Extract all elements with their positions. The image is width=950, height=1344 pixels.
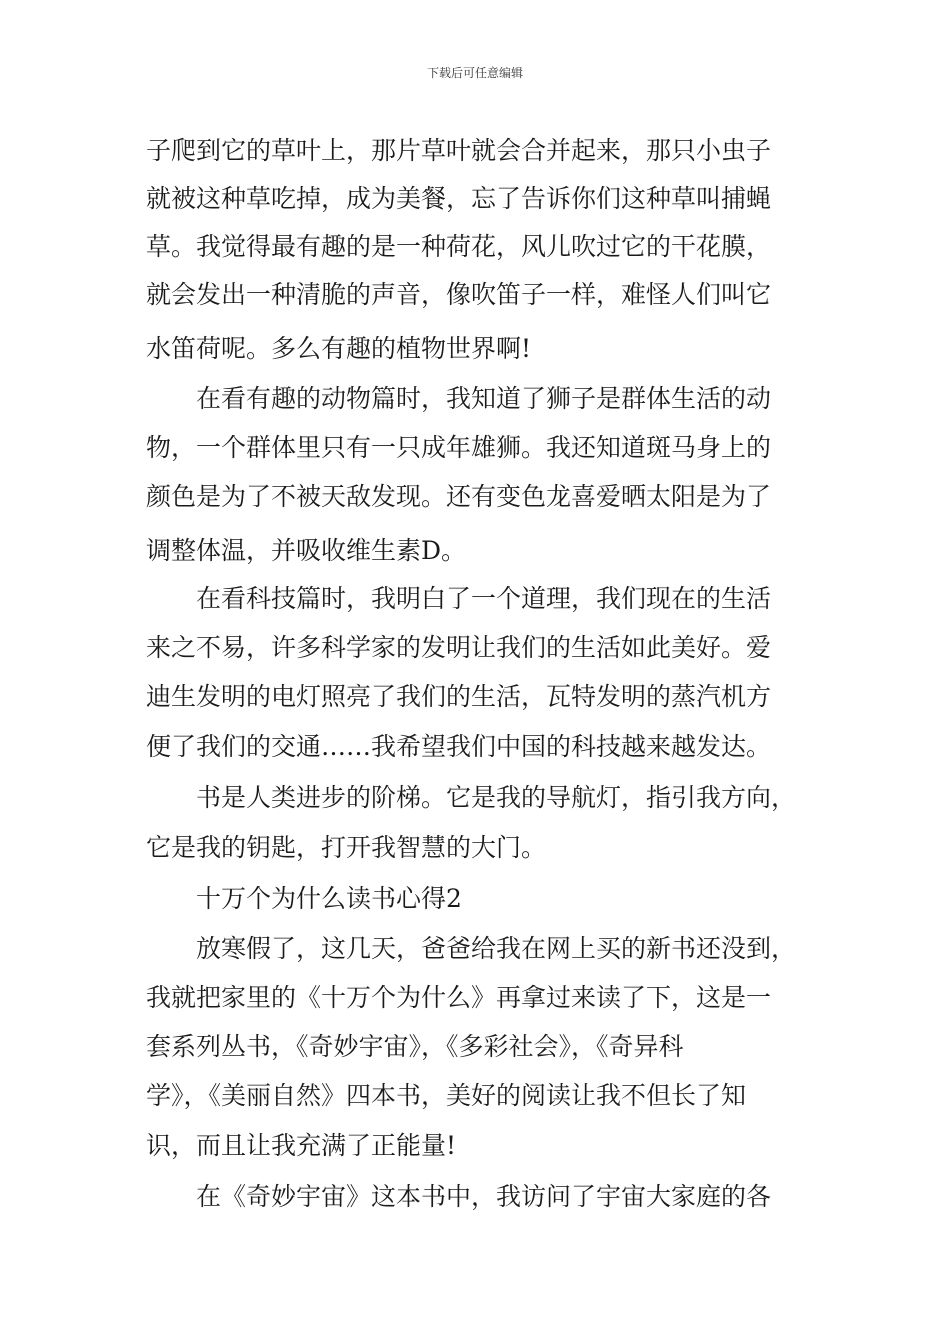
paragraph-first-line: 在看科技篇时，我明白了一个道理，我们现在的生活: [196, 584, 772, 613]
text-line: 来之不易，许多科学家的发明让我们的生活如此美好。爱: [146, 633, 772, 662]
text-line: 草。我觉得最有趣的是一种荷花，风儿吹过它的干花膜，: [146, 232, 772, 261]
text-line: 就会发出一种清脆的声音，像吹笛子一样，难怪人们叫它: [146, 280, 772, 309]
text-line: 就被这种草吃掉，成为美餐，忘了告诉你们这种草叫捕蝇: [146, 184, 772, 213]
text-line: 便了我们的交通……我希望我们中国的科技越来越发达。: [146, 732, 772, 761]
text-line: 子爬到它的草叶上，那片草叶就会合并起来，那只小虫子: [146, 136, 772, 165]
paragraph-first-line: 在看有趣的动物篇时，我知道了狮子是群体生活的动: [196, 384, 772, 413]
paragraph-first-line: 书是人类进步的阶梯。它是我的导航灯，指引我方向，: [196, 783, 797, 812]
text-line: 它是我的钥匙，打开我智慧的大门。: [146, 833, 547, 862]
section-title: 十万个为什么读书心得2: [196, 884, 462, 913]
text-line: 识，而且让我充满了正能量!: [146, 1131, 457, 1160]
text-line: 调整体温，并吸收维生素D。: [146, 536, 467, 565]
paragraph-first-line: 放寒假了，这几天，爸爸给我在网上买的新书还没到，: [196, 934, 797, 963]
text-line: 迪生发明的电灯照亮了我们的生活，瓦特发明的蒸汽机方: [146, 682, 772, 711]
text-line: 物，一个群体里只有一只成年雄狮。我还知道斑马身上的: [146, 433, 772, 462]
page-header: 下载后可任意编辑: [426, 66, 523, 80]
text-line: 水笛荷呢。多么有趣的植物世界啊!: [146, 334, 532, 363]
text-line: 学》，《美丽自然》四本书，美好的阅读让我不但长了知: [146, 1081, 747, 1110]
text-line: 套系列丛书，《奇妙宇宙》，《多彩社会》，《奇异科: [146, 1032, 684, 1061]
paragraph-first-line: 在《奇妙宇宙》这本书中，我访问了宇宙大家庭的各: [196, 1182, 772, 1211]
text-line: 我就把家里的《十万个为什么》再拿过来读了下，这是一: [146, 983, 772, 1012]
text-line: 颜色是为了不被天敌发现。还有变色龙喜爱晒太阳是为了: [146, 482, 772, 511]
